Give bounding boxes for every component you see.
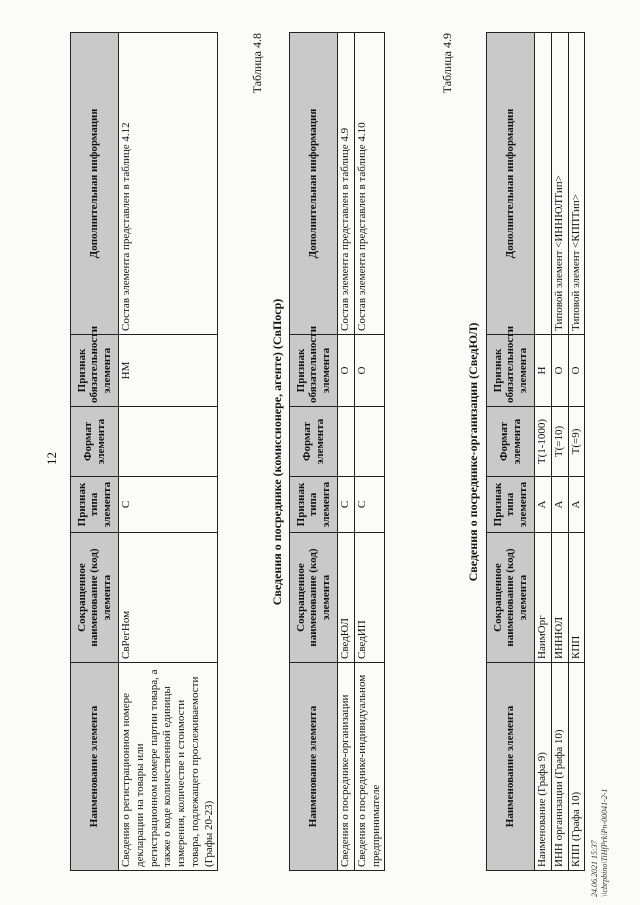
cell-required: О <box>551 335 568 407</box>
cell-info: Состав элемента представлен в таблице 4.9 <box>338 33 355 335</box>
cell-type: А <box>568 477 585 533</box>
cell-type: С <box>119 477 218 533</box>
cell-required: О <box>354 335 385 407</box>
header-row <box>290 33 338 871</box>
cell-required: НМ <box>119 335 218 407</box>
cell-code: НаимОрг <box>535 533 552 663</box>
header-required: Признак обязательности элемента <box>71 335 119 407</box>
header-info: Дополнительная информация <box>71 33 119 335</box>
table-row <box>568 33 585 871</box>
header-code: Сокращенное наименование (код) элемента <box>290 533 338 663</box>
cell-format <box>338 407 355 477</box>
header-type: Признак типа элемента <box>290 477 338 533</box>
cell-code: СведИП <box>354 533 385 663</box>
cell-info: Типовой элемент <КППТип> <box>568 33 585 335</box>
header-format: Формат элемента <box>487 407 535 477</box>
cell-info <box>535 33 552 335</box>
cell-name: Сведения о посреднике-организации <box>338 663 355 871</box>
header-name: Наименование элемента <box>71 663 119 871</box>
cell-format <box>119 407 218 477</box>
cell-required: О <box>338 335 355 407</box>
header-name: Наименование элемента <box>290 663 338 871</box>
cell-name: Сведения о посреднике-индивидуальном предпринимателе <box>354 663 385 871</box>
table-4-9-title: Сведения о посреднике-организации (СведЮЛ) <box>466 322 480 582</box>
table-4-9-label: Таблица 4.9 <box>440 33 454 94</box>
cell-code: СвРегНом <box>119 533 218 663</box>
header-type: Признак типа элемента <box>487 477 535 533</box>
cell-required: О <box>568 335 585 407</box>
header-type: Признак типа элемента <box>71 477 119 533</box>
cell-name: КПП (Графа 10) <box>568 663 585 871</box>
header-row <box>487 33 535 871</box>
cell-code: СведЮЛ <box>338 533 355 663</box>
footer-path: \\cbrpbino\TiHfPrk\Pn-00041-2-1 <box>599 788 609 897</box>
cell-name: Сведения о регистрационном номере декларации на товары или регистрационном номере партии товара, а также о коде количественной единицы измерения, количестве и стоимости товара, подлежащего прослеживаемости (Графы 20-23) <box>119 663 218 871</box>
header-format: Формат элемента <box>290 407 338 477</box>
cell-code: КПП <box>568 533 585 663</box>
cell-type: А <box>551 477 568 533</box>
cell-code: ИННЮЛ <box>551 533 568 663</box>
header-row <box>71 33 119 871</box>
table-row <box>551 33 568 871</box>
cell-required: Н <box>535 335 552 407</box>
header-format: Формат элемента <box>71 407 119 477</box>
cell-type: С <box>338 477 355 533</box>
cell-format: T(1-1000) <box>535 407 552 477</box>
table-row <box>119 33 218 871</box>
cell-info: Состав элемента представлен в таблице 4.10 <box>354 33 385 335</box>
cell-format: T(=9) <box>568 407 585 477</box>
header-required: Признак обязательности элемента <box>290 335 338 407</box>
table-4-8 <box>289 32 385 871</box>
table-4-7-continuation <box>70 32 218 871</box>
header-info: Дополнительная информация <box>290 33 338 335</box>
table-row <box>535 33 552 871</box>
table-row <box>354 33 385 871</box>
header-info: Дополнительная информация <box>487 33 535 335</box>
table-4-8-title: Сведения о посреднике (комиссионере, агенте) (СвПоср) <box>270 298 284 606</box>
cell-format <box>354 407 385 477</box>
header-name: Наименование элемента <box>487 663 535 871</box>
table-row <box>338 33 355 871</box>
footer-timestamp: 24.06.2021 15:37 <box>590 840 599 897</box>
cell-format: T(=10) <box>551 407 568 477</box>
cell-type: А <box>535 477 552 533</box>
cell-name: Наименование (Графа 9) <box>535 663 552 871</box>
cell-info: Состав элемента представлен в таблице 4.12 <box>119 33 218 335</box>
cell-name: ИНН организации (Графа 10) <box>551 663 568 871</box>
header-required: Признак обязательности элемента <box>487 335 535 407</box>
cell-type: С <box>354 477 385 533</box>
table-4-9 <box>486 32 585 871</box>
table-4-8-label: Таблица 4.8 <box>250 33 264 94</box>
header-code: Сокращенное наименование (код) элемента <box>487 533 535 663</box>
page-number: 12 <box>44 452 59 465</box>
document-footer <box>590 737 609 897</box>
header-code: Сокращенное наименование (код) элемента <box>71 533 119 663</box>
cell-info: Типовой элемент <ИННЮЛТип> <box>551 33 568 335</box>
